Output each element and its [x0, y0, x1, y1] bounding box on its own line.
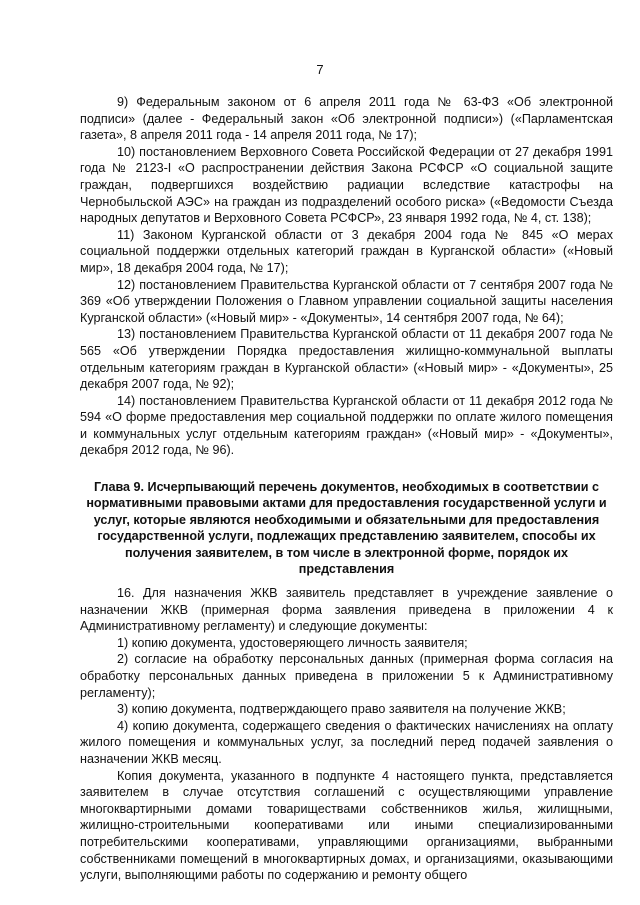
paragraph: 4) копию документа, содержащего сведения о фактических начислениях на оплату жилого помещения и коммунальных услуг, за последний перед подачей заявления о назначении ЖКВ месяц.: [80, 718, 613, 766]
list-item: 10) постановлением Верховного Совета Российской Федерации от 27 декабря 1991 года № 2123-I «О распространении действия Закона РСФСР «О социальной защите граждан, подвергшихся воздействию радиации вследствие катастрофы на Чернобыльской АЭС» на граждан из подразделений особого риска» («Ведомости Съезда народных депутатов и Верховного Совета РСФСР», 23 января 1992 года, № 4, ст. 138);: [80, 144, 613, 226]
list-item: 11) Законом Курганской области от 3 декабря 2004 года № 845 «О мерах социальной поддержки отдельных категорий граждан в Курганской области» («Новый мир», 18 декабря 2004 года, № 17);: [80, 227, 613, 275]
list-item: 9) Федеральным законом от 6 апреля 2011 года № 63-ФЗ «Об электронной подписи» (далее - Федеральный закон «Об электронной подписи») («Парламентская газета», 8 апреля 2011 года - 14 апреля 2011 года, № 17);: [80, 95, 613, 143]
paragraph: 2) согласие на обработку персональных данных (примерная форма согласия на обработку персональных данных приведена в приложении 5 к Административному регламенту);: [80, 652, 613, 700]
section-16: [80, 585, 613, 884]
chapter-heading: Глава 9. Исчерпывающий перечень документов, необходимых в соответствии с нормативными правовыми актами для предоставления государственной услуги и услуг, которые являются необходимыми и обязательными для предоставления государственной услуги, подлежащих представлению заявителем, способы их получения заявителем, в том числе в электронной форме, порядок их представления: [86, 480, 607, 577]
paragraph: 16. Для назначения ЖКВ заявитель представляет в учреждение заявление о назначении ЖКВ (примерная форма заявления приведена в приложении 4 к Административному регламенту) и следующие документы:: [80, 586, 613, 634]
list-item: 13) постановлением Правительства Курганской области от 11 декабря 2007 года № 565 «Об утверждении Порядка предоставления жилищно-коммунальной выплаты отдельным категориям граждан в Курганской области» («Новый мир» - «Документы», 25 декабря 2007 года, № 92);: [80, 327, 613, 392]
paragraph: 3) копию документа, подтверждающего право заявителя на получение ЖКВ;: [117, 702, 566, 717]
paragraph: Копия документа, указанного в подпункте 4 настоящего пункта, представляется заявителем в случае отсутствия соглашений с осуществляющими управление многоквартирными домами товариществами собственников жилья, жилищными, жилищно-строительными кооперативами или иными специализированными потребительскими кооперативами, управляющими организациями, выбранными собственниками помещений в многоквартирных домах, и организациями, оказывающими услуги, выполняющими работы по содержанию и ремонту общего: [80, 768, 613, 883]
list-item: 14) постановлением Правительства Курганской области от 11 декабря 2012 года № 594 «О форме предоставления мер социальной поддержки по оплате жилого помещения и коммунальных услуг отдельным категориям граждан» («Новый мир» - «Документы», декабря 2012 года, № 96).: [80, 393, 613, 458]
paragraph: 1) копию документа, удостоверяющего личность заявителя;: [117, 635, 468, 650]
chapter-heading-block: [86, 479, 607, 577]
legal-acts-list: [80, 94, 613, 459]
list-item: 12) постановлением Правительства Курганской области от 7 сентября 2007 года № 369 «Об утверждении Положения о Главном управлении социальной защиты населения Курганской области» («Новый мир» - «Документы», 14 сентября 2007 года, № 64);: [80, 277, 613, 325]
page-number: 7: [316, 62, 324, 77]
